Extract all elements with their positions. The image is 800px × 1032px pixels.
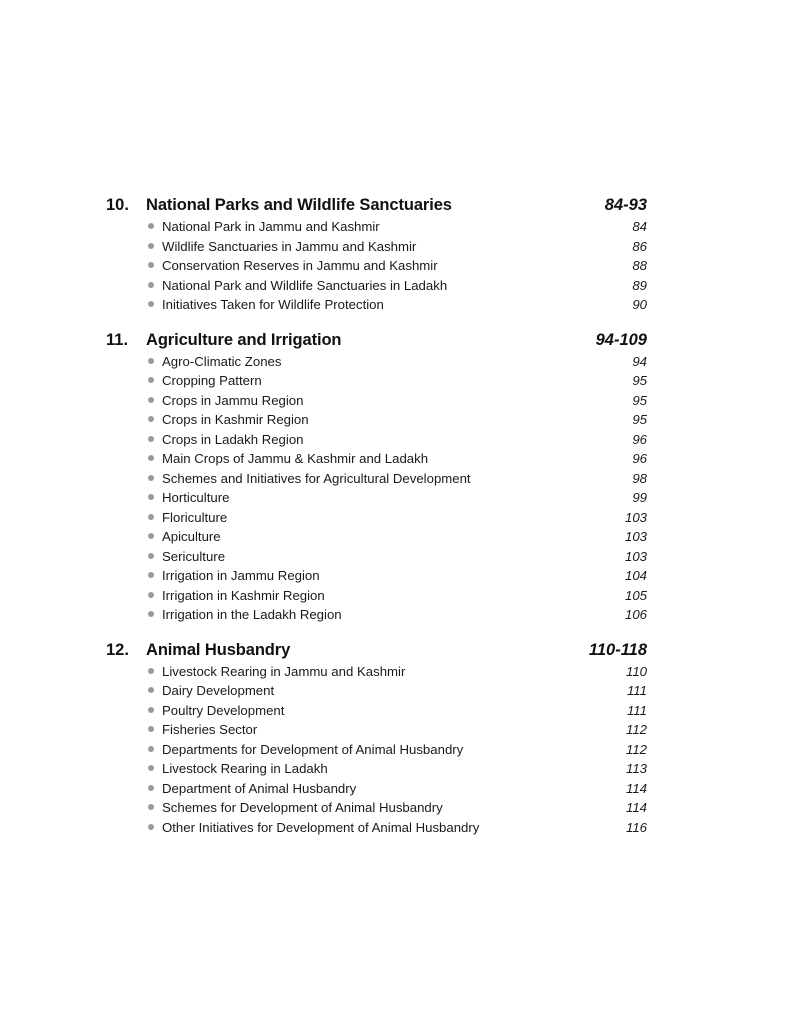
toc-entry[interactable] bbox=[106, 605, 647, 625]
toc-entry-page: 95 bbox=[632, 412, 647, 427]
toc-entry-page: 114 bbox=[625, 780, 647, 796]
toc-entry-label: Agro-Climatic Zones bbox=[162, 353, 282, 369]
chapter-number: 11. bbox=[106, 330, 129, 349]
toc-entry-page: 95 bbox=[632, 392, 647, 408]
toc-entry-label: Irrigation in Jammu Region bbox=[162, 568, 320, 583]
bullet-icon bbox=[146, 352, 162, 372]
toc-entry[interactable] bbox=[106, 547, 647, 567]
bullet-icon bbox=[146, 276, 162, 296]
bullet-icon bbox=[146, 701, 162, 721]
bullet-icon bbox=[146, 256, 162, 276]
toc-entry[interactable] bbox=[106, 779, 647, 799]
toc-entry-label: Crops in Kashmir Region bbox=[162, 412, 309, 427]
toc-entry-page: 112 bbox=[625, 722, 647, 737]
chapter-item-list bbox=[106, 352, 647, 625]
bullet-icon bbox=[146, 527, 162, 547]
bullet-icon bbox=[146, 740, 162, 760]
toc-entry-label: Conservation Reserves in Jammu and Kashmir bbox=[162, 258, 438, 273]
bullet-icon bbox=[146, 681, 162, 701]
toc-entry-page: 103 bbox=[624, 548, 647, 564]
bullet-icon bbox=[146, 488, 162, 508]
toc-entry-page: 113 bbox=[625, 761, 647, 776]
bullet-icon bbox=[146, 547, 162, 567]
toc-entry-label: Apiculture bbox=[162, 529, 221, 544]
bullet-icon bbox=[146, 662, 162, 682]
bullet-icon bbox=[146, 371, 162, 391]
bullet-icon bbox=[146, 508, 162, 528]
toc-entry-label: Irrigation in the Ladakh Region bbox=[162, 607, 342, 622]
bullet-icon bbox=[146, 605, 162, 625]
toc-entry-page: 116 bbox=[625, 819, 647, 835]
chapter-title: National Parks and Wildlife Sanctuaries bbox=[146, 196, 452, 214]
toc-entry-page: 112 bbox=[625, 741, 647, 757]
toc-entry-label: Other Initiatives for Development of Animal Husbandry bbox=[162, 819, 480, 835]
toc-entry-label: Main Crops of Jammu & Kashmir and Ladakh bbox=[162, 451, 429, 466]
bullet-icon bbox=[146, 391, 162, 411]
bullet-icon bbox=[146, 430, 162, 450]
toc-entry[interactable] bbox=[106, 740, 647, 760]
toc-entry-page: 110 bbox=[625, 663, 647, 679]
bullet-icon bbox=[146, 469, 162, 489]
chapter-heading[interactable] bbox=[106, 328, 647, 352]
toc-entry-label: Livestock Rearing in Jammu and Kashmir bbox=[162, 663, 406, 679]
toc-entry-page: 104 bbox=[624, 568, 647, 583]
chapter-section bbox=[106, 193, 647, 315]
toc-entry-label: National Park in Jammu and Kashmir bbox=[162, 219, 380, 234]
toc-entry[interactable] bbox=[106, 410, 647, 430]
toc-entry-label: Irrigation in Kashmir Region bbox=[162, 587, 325, 603]
toc-entry-page: 95 bbox=[632, 373, 647, 388]
toc-entry-label: Schemes for Development of Animal Husbandry bbox=[162, 800, 443, 815]
chapter-heading[interactable] bbox=[106, 193, 647, 217]
toc-entry[interactable] bbox=[106, 237, 647, 257]
chapter-page-range: 94-109 bbox=[595, 330, 647, 349]
toc-entry-label: National Park and Wildlife Sanctuaries in Ladakh bbox=[162, 277, 448, 293]
toc-entry[interactable] bbox=[106, 508, 647, 528]
bullet-icon bbox=[146, 410, 162, 430]
bullet-icon bbox=[146, 217, 162, 237]
toc-entry-page: 103 bbox=[624, 529, 647, 544]
toc-entry[interactable] bbox=[106, 759, 647, 779]
bullet-icon bbox=[146, 779, 162, 799]
bullet-icon bbox=[146, 237, 162, 257]
toc-entry[interactable] bbox=[106, 681, 647, 701]
toc-entry[interactable] bbox=[106, 295, 647, 315]
chapter-number: 10. bbox=[106, 196, 129, 214]
bullet-icon bbox=[146, 759, 162, 779]
chapter-item-list bbox=[106, 217, 647, 315]
toc-entry-label: Fisheries Sector bbox=[162, 722, 258, 737]
toc-entry[interactable] bbox=[106, 566, 647, 586]
chapter-title: Agriculture and Irrigation bbox=[146, 330, 342, 349]
toc-entry-label: Floriculture bbox=[162, 509, 228, 525]
bullet-icon bbox=[146, 798, 162, 818]
toc-entry[interactable] bbox=[106, 449, 647, 469]
toc-entry-label: Livestock Rearing in Ladakh bbox=[162, 761, 328, 776]
chapter-item-list bbox=[106, 662, 647, 838]
toc-entry[interactable] bbox=[106, 371, 647, 391]
toc-entry[interactable] bbox=[106, 527, 647, 547]
toc-entry[interactable] bbox=[106, 818, 647, 838]
toc-entry-label: Wildlife Sanctuaries in Jammu and Kashmir bbox=[162, 238, 417, 254]
toc-entry[interactable] bbox=[106, 720, 647, 740]
toc-entry[interactable] bbox=[106, 488, 647, 508]
toc-entry[interactable] bbox=[106, 391, 647, 411]
toc-entry-label: Crops in Jammu Region bbox=[162, 392, 304, 408]
toc-entry-page: 94 bbox=[632, 353, 647, 369]
toc-entry-page: 111 bbox=[626, 702, 647, 718]
toc-entry[interactable] bbox=[106, 469, 647, 489]
toc-entry-page: 105 bbox=[624, 587, 647, 603]
chapter-number: 12. bbox=[106, 640, 129, 659]
toc-entry-label: Dairy Development bbox=[162, 683, 275, 698]
toc-entry-label: Departments for Development of Animal Husbandry bbox=[162, 741, 464, 757]
toc-entry-page: 99 bbox=[632, 490, 647, 505]
toc-entry-page: 111 bbox=[626, 683, 647, 698]
toc-entry[interactable] bbox=[106, 352, 647, 372]
toc-entry-label: Crops in Ladakh Region bbox=[162, 431, 304, 447]
chapter-page-range: 84-93 bbox=[604, 196, 647, 214]
toc-entry[interactable] bbox=[106, 256, 647, 276]
toc-entry-page: 88 bbox=[632, 258, 647, 273]
chapter-section bbox=[106, 328, 647, 625]
toc-entry-page: 106 bbox=[624, 607, 647, 622]
toc-entry[interactable] bbox=[106, 701, 647, 721]
toc-entry-label: Department of Animal Husbandry bbox=[162, 780, 357, 796]
chapter-section bbox=[106, 638, 647, 838]
toc-entry-page: 103 bbox=[624, 509, 647, 525]
toc-entry[interactable] bbox=[106, 662, 647, 682]
bullet-icon bbox=[146, 449, 162, 469]
bullet-icon bbox=[146, 295, 162, 315]
toc-entry-page: 90 bbox=[632, 297, 647, 312]
toc-entry-label: Horticulture bbox=[162, 490, 230, 505]
toc-entry-page: 89 bbox=[632, 277, 647, 293]
toc-entry-page: 86 bbox=[632, 238, 647, 254]
bullet-icon bbox=[146, 566, 162, 586]
chapter-heading[interactable] bbox=[106, 638, 647, 662]
chapter-page-range: 110-118 bbox=[588, 640, 647, 659]
bullet-icon bbox=[146, 818, 162, 838]
toc-entry[interactable] bbox=[106, 276, 647, 296]
toc-entry-page: 84 bbox=[632, 219, 647, 234]
bullet-icon bbox=[146, 720, 162, 740]
toc-entry-page: 96 bbox=[632, 431, 647, 447]
toc-entry-label: Sericulture bbox=[162, 548, 226, 564]
toc-entry[interactable] bbox=[106, 586, 647, 606]
toc-entry[interactable] bbox=[106, 798, 647, 818]
toc-entry-label: Initiatives Taken for Wildlife Protection bbox=[162, 297, 384, 312]
toc-entry-label: Schemes and Initiatives for Agricultural Development bbox=[162, 470, 471, 486]
toc-entry[interactable] bbox=[106, 430, 647, 450]
table-of-contents bbox=[106, 193, 647, 850]
chapter-title: Animal Husbandry bbox=[146, 640, 291, 659]
toc-entry-page: 98 bbox=[632, 470, 647, 486]
toc-entry-label: Poultry Development bbox=[162, 702, 285, 718]
toc-entry-page: 114 bbox=[625, 800, 647, 815]
bullet-icon bbox=[146, 586, 162, 606]
toc-entry[interactable] bbox=[106, 217, 647, 237]
toc-entry-page: 96 bbox=[632, 451, 647, 466]
toc-entry-label: Cropping Pattern bbox=[162, 373, 262, 388]
